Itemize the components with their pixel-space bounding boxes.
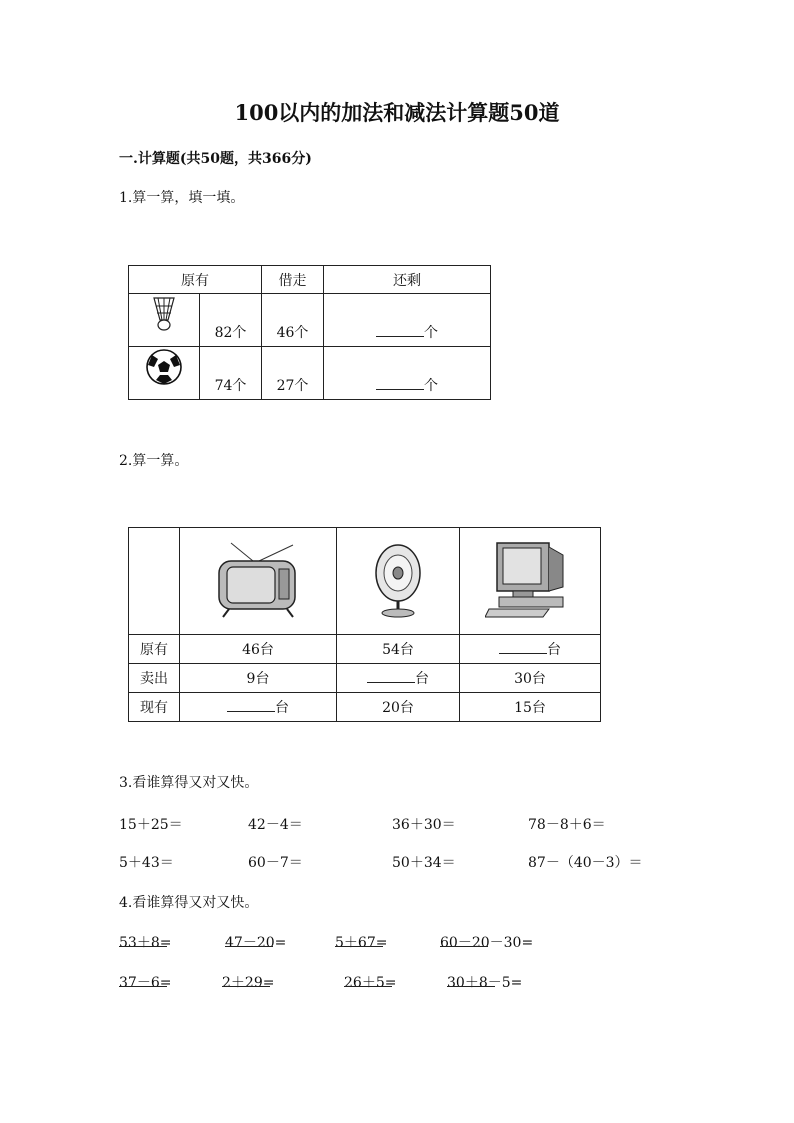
answer-blank[interactable] xyxy=(499,639,547,654)
answer-blank[interactable] xyxy=(367,668,415,683)
shuttlecock-original: 82个 xyxy=(200,294,262,347)
answer-blank[interactable] xyxy=(222,972,270,987)
ball-remaining: 个 xyxy=(324,347,491,400)
computer-original: 台 xyxy=(460,635,601,664)
row-label-original: 原有 xyxy=(129,635,180,664)
computer-sold: 30台 xyxy=(460,664,601,693)
fan-icon xyxy=(337,528,460,635)
question-1-table xyxy=(128,265,491,400)
computer-now: 15台 xyxy=(460,693,601,722)
shuttlecock-icon xyxy=(129,294,200,347)
answer-blank[interactable] xyxy=(376,322,424,337)
computer-icon xyxy=(460,528,601,635)
expression: 5＋43＝ xyxy=(119,855,174,871)
ball-original: 74个 xyxy=(200,347,262,400)
expression: 78－8＋6＝ xyxy=(528,817,606,833)
shuttlecock-borrowed: 46个 xyxy=(262,294,324,347)
question-3-label: 3.看谁算得又对又快。 xyxy=(119,775,259,791)
answer-blank[interactable] xyxy=(119,932,167,947)
expression: 36＋30＝ xyxy=(392,817,456,833)
header-remaining: 还剩 xyxy=(324,266,491,294)
expression: 60－7＝ xyxy=(248,855,303,871)
expression: 87－（40－3）＝ xyxy=(528,855,643,871)
answer-blank[interactable] xyxy=(227,697,275,712)
header-original: 原有 xyxy=(129,266,262,294)
shuttlecock-remaining: 个 xyxy=(324,294,491,347)
expression: 42－4＝ xyxy=(248,817,303,833)
row-label-sold: 卖出 xyxy=(129,664,180,693)
question-4-label: 4.看谁算得又对又快。 xyxy=(119,895,259,911)
ball-borrowed: 27个 xyxy=(262,347,324,400)
answer-blank[interactable] xyxy=(335,932,383,947)
page-title: 100以内的加法和减法计算题50道 xyxy=(234,100,560,125)
tv-now: 台 xyxy=(180,693,337,722)
answer-blank[interactable] xyxy=(119,972,167,987)
question-2-table xyxy=(128,527,601,722)
fan-original: 54台 xyxy=(337,635,460,664)
answer-blank[interactable] xyxy=(225,932,273,947)
expression: 50＋34＝ xyxy=(392,855,456,871)
tv-sold: 9台 xyxy=(180,664,337,693)
section-heading: 一.计算题(共50题，共366分) xyxy=(119,151,312,167)
soccer-ball-icon xyxy=(129,347,200,400)
tv-icon xyxy=(180,528,337,635)
tv-original: 46台 xyxy=(180,635,337,664)
corner-cell xyxy=(129,528,180,635)
question-2-label: 2.算一算。 xyxy=(119,453,189,469)
question-1-label: 1.算一算，填一填。 xyxy=(119,190,245,206)
answer-blank[interactable] xyxy=(440,932,488,947)
answer-blank[interactable] xyxy=(376,375,424,390)
row-label-now: 现有 xyxy=(129,693,180,722)
fan-now: 20台 xyxy=(337,693,460,722)
answer-blank[interactable] xyxy=(447,972,495,987)
header-borrowed: 借走 xyxy=(262,266,324,294)
expression: 15＋25＝ xyxy=(119,817,183,833)
answer-blank[interactable] xyxy=(344,972,392,987)
fan-sold: 台 xyxy=(337,664,460,693)
